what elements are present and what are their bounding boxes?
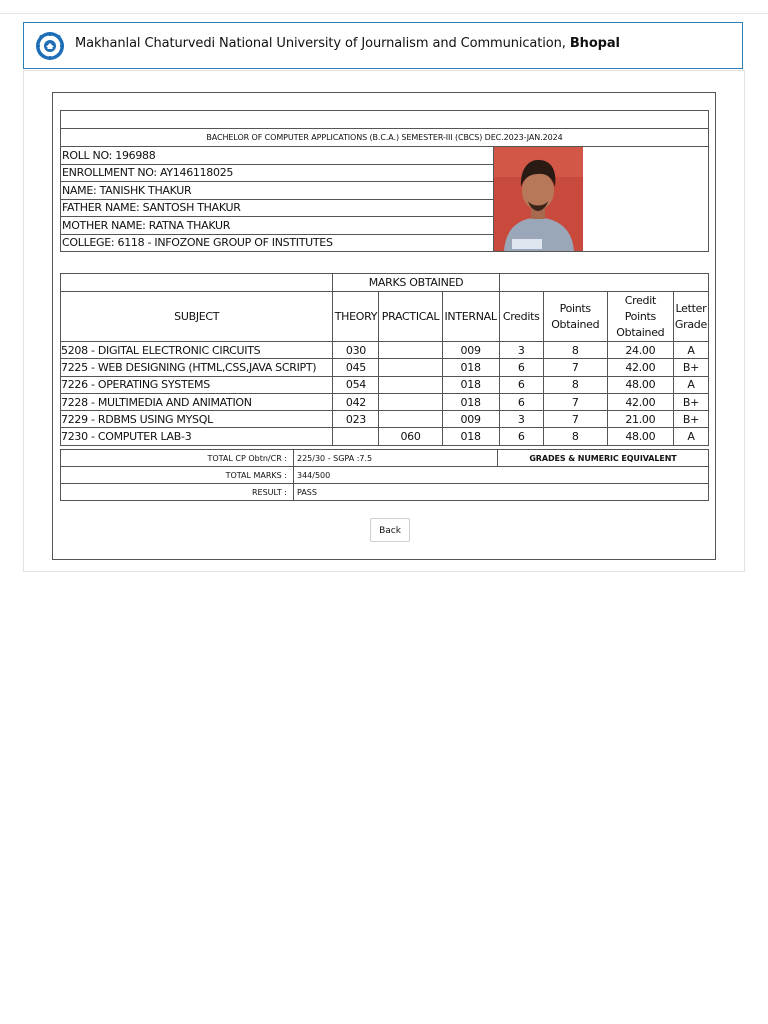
mother-name: MOTHER NAME: RATNA THAKUR [61,217,494,235]
grade-cell: B+ [673,411,708,428]
grade-cell: A [673,376,708,393]
credit-points-cell: 48.00 [607,428,673,445]
practical-cell [379,376,442,393]
subject-cell: 7228 - MULTIMEDIA AND ANIMATION [61,393,333,410]
marks-header-spacer [61,274,333,292]
photo-spacer [583,147,709,252]
table-row [61,342,709,359]
top-divider [0,13,768,14]
table-row [61,411,709,428]
student-photo [494,147,583,251]
credits-cell: 3 [499,342,543,359]
credit-points-cell: 42.00 [607,359,673,376]
practical-cell [379,342,442,359]
points-cell: 8 [543,376,607,393]
student-photo-cell [494,147,584,252]
student-info-table [60,110,709,252]
result-label: RESULT : [61,484,294,501]
table-row [61,428,709,445]
total-marks-label: TOTAL MARKS : [61,467,294,484]
enrollment-no: ENROLLMENT NO: AY146118025 [61,164,494,182]
theory-cell: 045 [333,359,379,376]
internal-cell: 018 [442,376,499,393]
points-cell: 7 [543,393,607,410]
father-name: FATHER NAME: SANTOSH THAKUR [61,199,494,217]
table-row [61,359,709,376]
internal-cell: 018 [442,393,499,410]
grades-numeric-equivalent-link[interactable]: GRADES & NUMERIC EQUIVALENT [498,450,709,467]
total-cp-value: 225/30 - SGPA :7.5 [294,450,498,467]
credit-points-cell: 24.00 [607,342,673,359]
col-theory: THEORY [333,292,379,342]
table-row [61,393,709,410]
site-header [23,22,743,69]
totals-table [60,449,709,501]
points-cell: 7 [543,359,607,376]
col-letter-grade: Letter Grade [673,292,708,342]
credit-points-cell: 48.00 [607,376,673,393]
credits-cell: 6 [499,376,543,393]
table-row [61,376,709,393]
points-cell: 8 [543,342,607,359]
roll-no: ROLL NO: 196988 [61,147,494,165]
internal-cell: 009 [442,411,499,428]
grade-cell: B+ [673,393,708,410]
points-cell: 8 [543,428,607,445]
practical-cell [379,411,442,428]
grade-cell: B+ [673,359,708,376]
practical-cell: 060 [379,428,442,445]
internal-cell: 018 [442,428,499,445]
credits-cell: 6 [499,393,543,410]
blank-row [61,111,709,129]
theory-cell [333,428,379,445]
marks-table [60,273,709,446]
grade-cell: A [673,342,708,359]
theory-cell: 030 [333,342,379,359]
total-marks-value: 344/500 [294,467,709,484]
practical-cell [379,359,442,376]
subject-cell: 7230 - COMPUTER LAB-3 [61,428,333,445]
university-city: Bhopal [569,36,620,51]
college-name: COLLEGE: 6118 - INFOZONE GROUP OF INSTITUTES [61,234,494,252]
col-practical: PRACTICAL [379,292,442,342]
marks-obtained-header: MARKS OBTAINED [333,274,499,292]
col-credit-points-obtained: Credit Points Obtained [607,292,673,342]
col-points-obtained: Points Obtained [543,292,607,342]
credit-points-cell: 21.00 [607,411,673,428]
exam-title: BACHELOR OF COMPUTER APPLICATIONS (B.C.A.) SEMESTER-III (CBCS) DEC.2023-JAN.2024 [61,129,709,147]
credits-cell: 6 [499,428,543,445]
col-subject: SUBJECT [61,292,333,342]
university-emblem-icon [35,31,65,61]
result-value: PASS [294,484,709,501]
subject-cell: 7229 - RDBMS USING MYSQL [61,411,333,428]
university-title: Makhanlal Chaturvedi National University of Journalism and Communication, Bhopal [75,36,620,51]
practical-cell [379,393,442,410]
subject-cell: 5208 - DIGITAL ELECTRONIC CIRCUITS [61,342,333,359]
grade-cell: A [673,428,708,445]
subject-cell: 7225 - WEB DESIGNING (HTML,CSS,JAVA SCRIPT) [61,359,333,376]
theory-cell: 054 [333,376,379,393]
credit-points-cell: 42.00 [607,393,673,410]
internal-cell: 018 [442,359,499,376]
col-internal: INTERNAL [442,292,499,342]
student-name: NAME: TANISHK THAKUR [61,182,494,200]
marks-header-spacer-right [499,274,708,292]
theory-cell: 042 [333,393,379,410]
internal-cell: 009 [442,342,499,359]
back-button[interactable]: Back [370,518,410,542]
total-cp-label: TOTAL CP Obtn/CR : [61,450,294,467]
subject-cell: 7226 - OPERATING SYSTEMS [61,376,333,393]
credits-cell: 3 [499,411,543,428]
credits-cell: 6 [499,359,543,376]
theory-cell: 023 [333,411,379,428]
col-credits: Credits [499,292,543,342]
points-cell: 7 [543,411,607,428]
